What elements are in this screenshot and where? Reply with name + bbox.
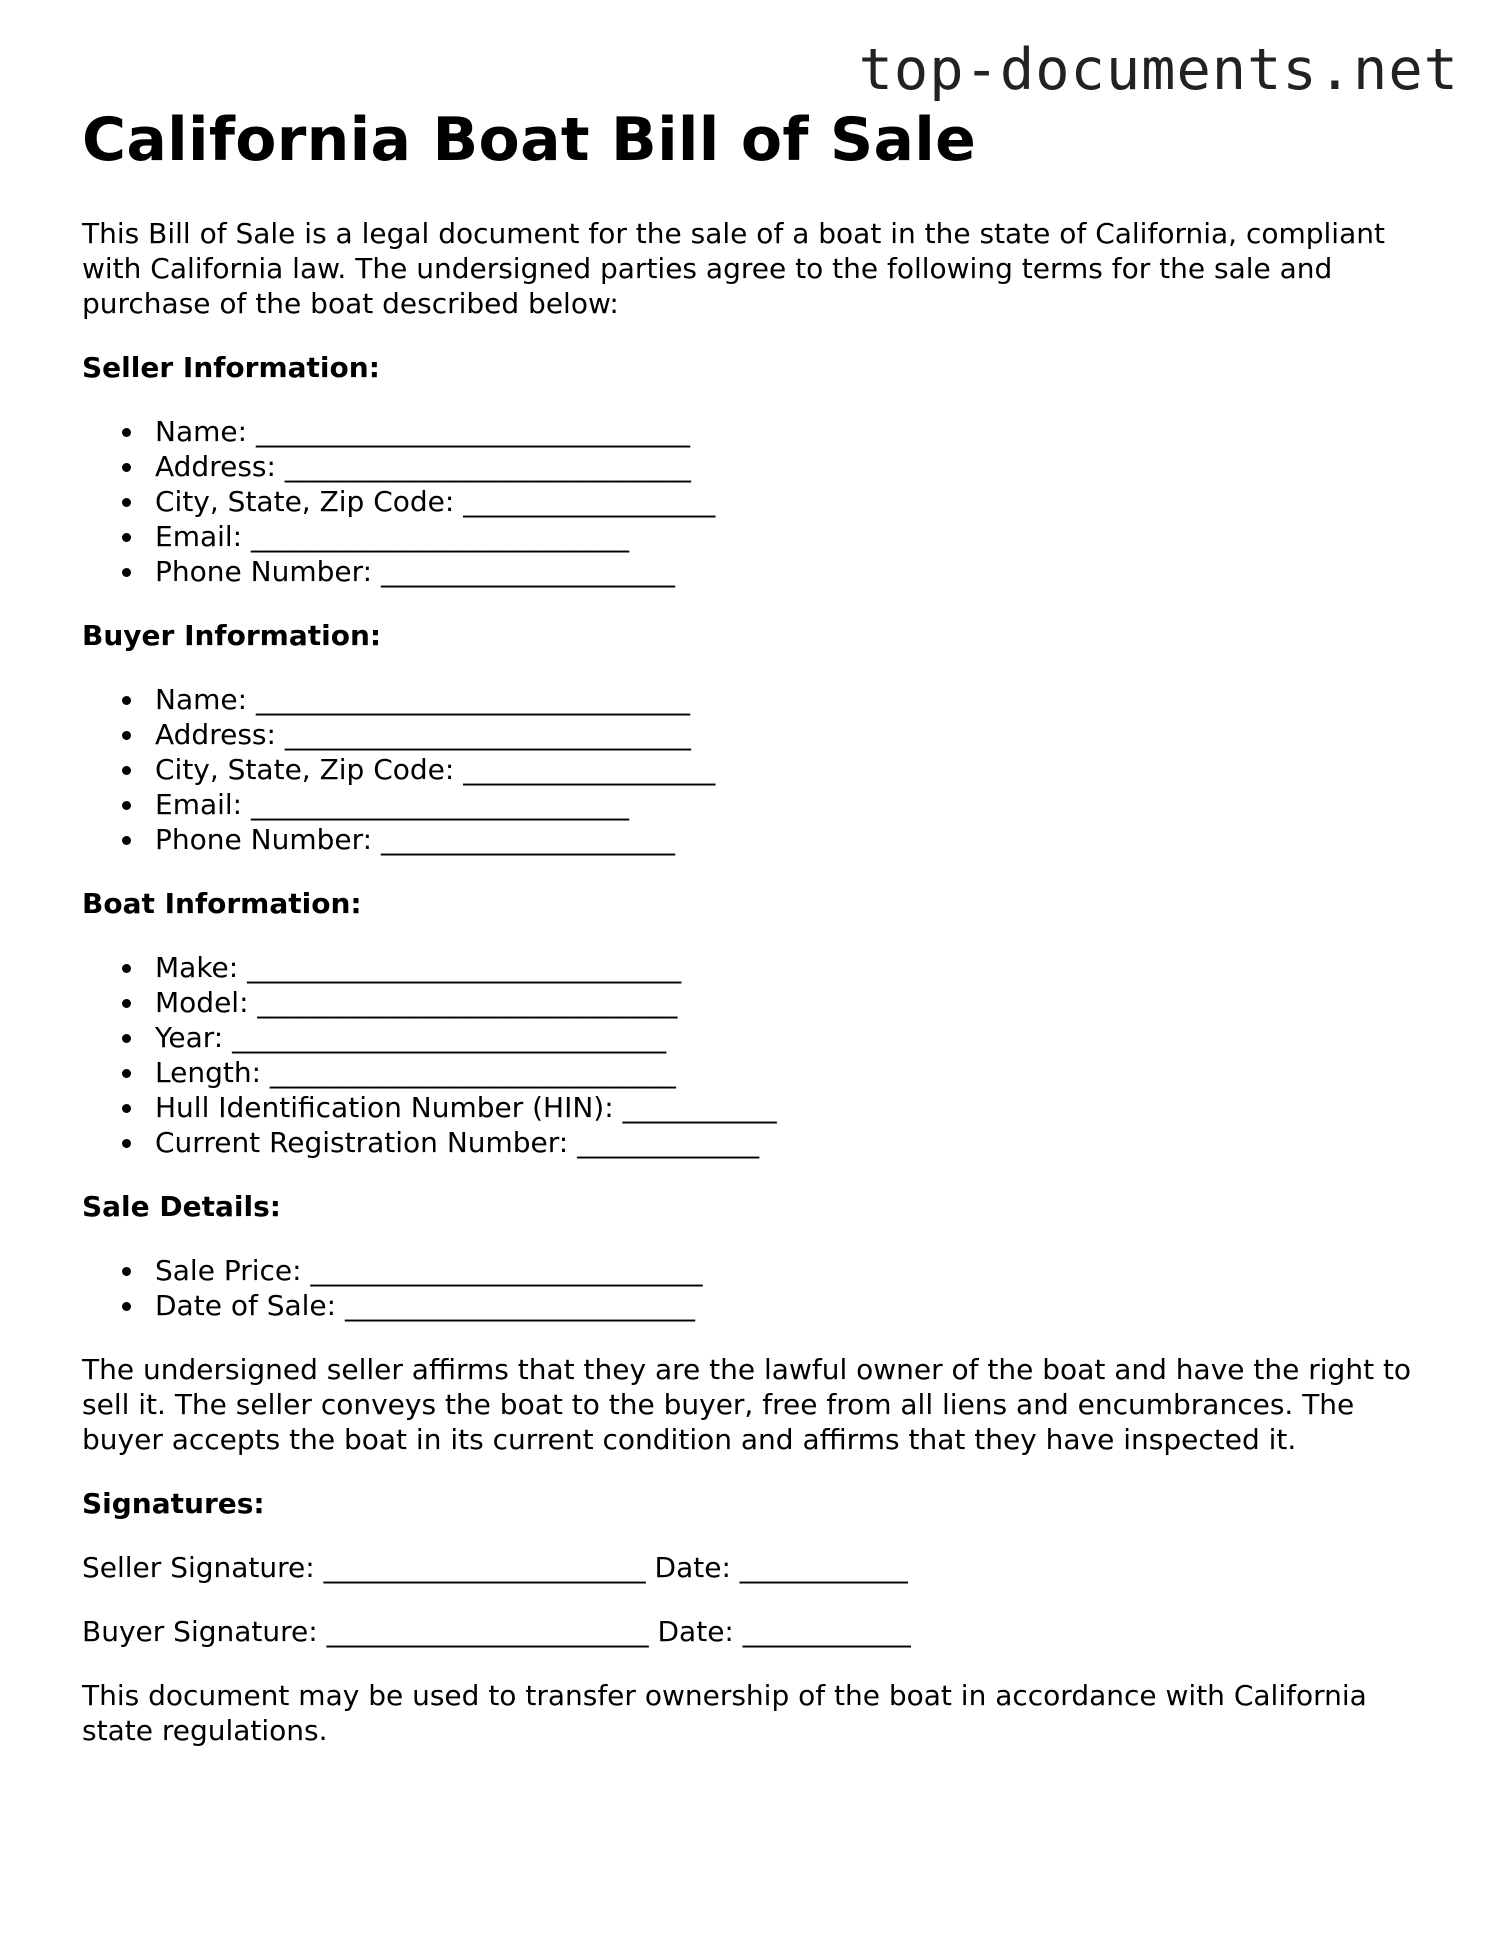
buyer-field-list bbox=[82, 682, 1422, 857]
field-label: Length: bbox=[155, 1056, 262, 1089]
field-blank[interactable]: _____________________________ bbox=[284, 450, 691, 483]
boat-field-list bbox=[82, 950, 1422, 1160]
sale-field-list bbox=[82, 1253, 1422, 1323]
field-blank[interactable]: ___________________________ bbox=[251, 788, 630, 821]
bullet-icon bbox=[122, 766, 131, 775]
buyer-phone-field[interactable] bbox=[155, 822, 1422, 857]
seller-date-label: Date: bbox=[654, 1551, 731, 1584]
bullet-icon bbox=[122, 568, 131, 577]
seller-address-field[interactable] bbox=[155, 449, 1422, 484]
field-blank[interactable]: __________________ bbox=[463, 485, 716, 518]
field-label: Phone Number: bbox=[155, 823, 373, 856]
field-blank[interactable]: ___________ bbox=[622, 1091, 777, 1124]
field-label: City, State, Zip Code: bbox=[155, 753, 455, 786]
boat-heading: Boat Information: bbox=[82, 887, 362, 920]
field-label: Model: bbox=[155, 986, 249, 1019]
field-blank[interactable]: _____________________________ bbox=[284, 718, 691, 751]
bullet-icon bbox=[122, 836, 131, 845]
field-label: Address: bbox=[155, 450, 276, 483]
field-blank[interactable]: _________________________ bbox=[345, 1289, 695, 1322]
buyer-city-state-zip-field[interactable] bbox=[155, 752, 1422, 787]
field-label: Make: bbox=[155, 951, 239, 984]
bullet-icon bbox=[122, 1139, 131, 1148]
intro-paragraph: This Bill of Sale is a legal document for the sale of a boat in the state of California, compliant with California law. The undersigned parties agree to the following terms for the sale and purchase of the boat described below: bbox=[82, 217, 1385, 320]
seller-field-list bbox=[82, 414, 1422, 589]
buyer-signature-blank[interactable]: _______________________ bbox=[326, 1615, 649, 1648]
field-label: Phone Number: bbox=[155, 555, 373, 588]
bullet-icon bbox=[122, 964, 131, 973]
field-label: Hull Identification Number (HIN): bbox=[155, 1091, 614, 1124]
bullet-icon bbox=[122, 1104, 131, 1113]
seller-signature-label: Seller Signature: bbox=[82, 1551, 315, 1584]
closing-paragraph: This document may be used to transfer ownership of the boat in accordance with California state regulations. bbox=[82, 1679, 1367, 1747]
bullet-icon bbox=[122, 533, 131, 542]
seller-signature-line[interactable] bbox=[82, 1550, 1422, 1585]
bullet-icon bbox=[122, 801, 131, 810]
buyer-heading: Buyer Information: bbox=[82, 619, 382, 652]
buyer-date-label: Date: bbox=[657, 1615, 734, 1648]
buyer-address-field[interactable] bbox=[155, 717, 1422, 752]
field-label: Name: bbox=[155, 683, 248, 716]
buyer-email-field[interactable] bbox=[155, 787, 1422, 822]
boat-model-field[interactable] bbox=[155, 985, 1422, 1020]
field-label: Date of Sale: bbox=[155, 1289, 337, 1322]
bullet-icon bbox=[122, 463, 131, 472]
bullet-icon bbox=[122, 696, 131, 705]
field-blank[interactable]: ______________________________ bbox=[257, 986, 678, 1019]
field-blank[interactable]: _______________________________ bbox=[255, 415, 690, 448]
buyer-date-blank[interactable]: ____________ bbox=[742, 1615, 911, 1648]
bullet-icon bbox=[122, 1267, 131, 1276]
sale-price-field[interactable] bbox=[155, 1253, 1422, 1288]
field-label: City, State, Zip Code: bbox=[155, 485, 455, 518]
field-label: Email: bbox=[155, 788, 243, 821]
field-label: Address: bbox=[155, 718, 276, 751]
field-label: Year: bbox=[155, 1021, 224, 1054]
field-blank[interactable]: _____________________ bbox=[380, 555, 675, 588]
field-blank[interactable]: _______________________________ bbox=[232, 1021, 667, 1054]
bullet-icon bbox=[122, 731, 131, 740]
bullet-icon bbox=[122, 428, 131, 437]
field-blank[interactable]: ____________________________ bbox=[310, 1254, 703, 1287]
seller-signature-blank[interactable]: _______________________ bbox=[323, 1551, 646, 1584]
watermark-text: top-documents.net bbox=[858, 37, 1459, 103]
boat-length-field[interactable] bbox=[155, 1055, 1422, 1090]
seller-city-state-zip-field[interactable] bbox=[155, 484, 1422, 519]
bullet-icon bbox=[122, 498, 131, 507]
boat-make-field[interactable] bbox=[155, 950, 1422, 985]
field-blank[interactable]: __________________ bbox=[463, 753, 716, 786]
buyer-name-field[interactable] bbox=[155, 682, 1422, 717]
seller-phone-field[interactable] bbox=[155, 554, 1422, 589]
seller-heading: Seller Information: bbox=[82, 351, 380, 384]
bullet-icon bbox=[122, 1302, 131, 1311]
boat-hin-field[interactable] bbox=[155, 1090, 1422, 1125]
document-title: California Boat Bill of Sale bbox=[82, 105, 977, 175]
bullet-icon bbox=[122, 1034, 131, 1043]
field-blank[interactable]: ___________________________ bbox=[251, 520, 630, 553]
field-label: Sale Price: bbox=[155, 1254, 302, 1287]
boat-registration-field[interactable] bbox=[155, 1125, 1422, 1160]
buyer-signature-label: Buyer Signature: bbox=[82, 1615, 318, 1648]
bullet-icon bbox=[122, 1069, 131, 1078]
field-blank[interactable]: _______________________________ bbox=[247, 951, 682, 984]
field-label: Current Registration Number: bbox=[155, 1126, 569, 1159]
sale-heading: Sale Details: bbox=[82, 1190, 281, 1223]
field-blank[interactable]: _____________________________ bbox=[269, 1056, 676, 1089]
bullet-icon bbox=[122, 999, 131, 1008]
signatures-heading: Signatures: bbox=[82, 1487, 265, 1520]
affirmation-paragraph: The undersigned seller affirms that they are the lawful owner of the boat and have the right to sell it. The seller conveys the boat to the buyer, free from all liens and encumbrances. The buyer accepts the boat in its current condition and affirms that they have inspected it. bbox=[82, 1353, 1412, 1456]
field-blank[interactable]: _____________________ bbox=[380, 823, 675, 856]
seller-email-field[interactable] bbox=[155, 519, 1422, 554]
document-page bbox=[82, 104, 1422, 1748]
field-blank[interactable]: _______________________________ bbox=[255, 683, 690, 716]
field-label: Email: bbox=[155, 520, 243, 553]
field-label: Name: bbox=[155, 415, 248, 448]
boat-year-field[interactable] bbox=[155, 1020, 1422, 1055]
buyer-signature-line[interactable] bbox=[82, 1614, 1422, 1649]
field-blank[interactable]: _____________ bbox=[577, 1126, 760, 1159]
seller-date-blank[interactable]: ____________ bbox=[739, 1551, 908, 1584]
sale-date-field[interactable] bbox=[155, 1288, 1422, 1323]
seller-name-field[interactable] bbox=[155, 414, 1422, 449]
